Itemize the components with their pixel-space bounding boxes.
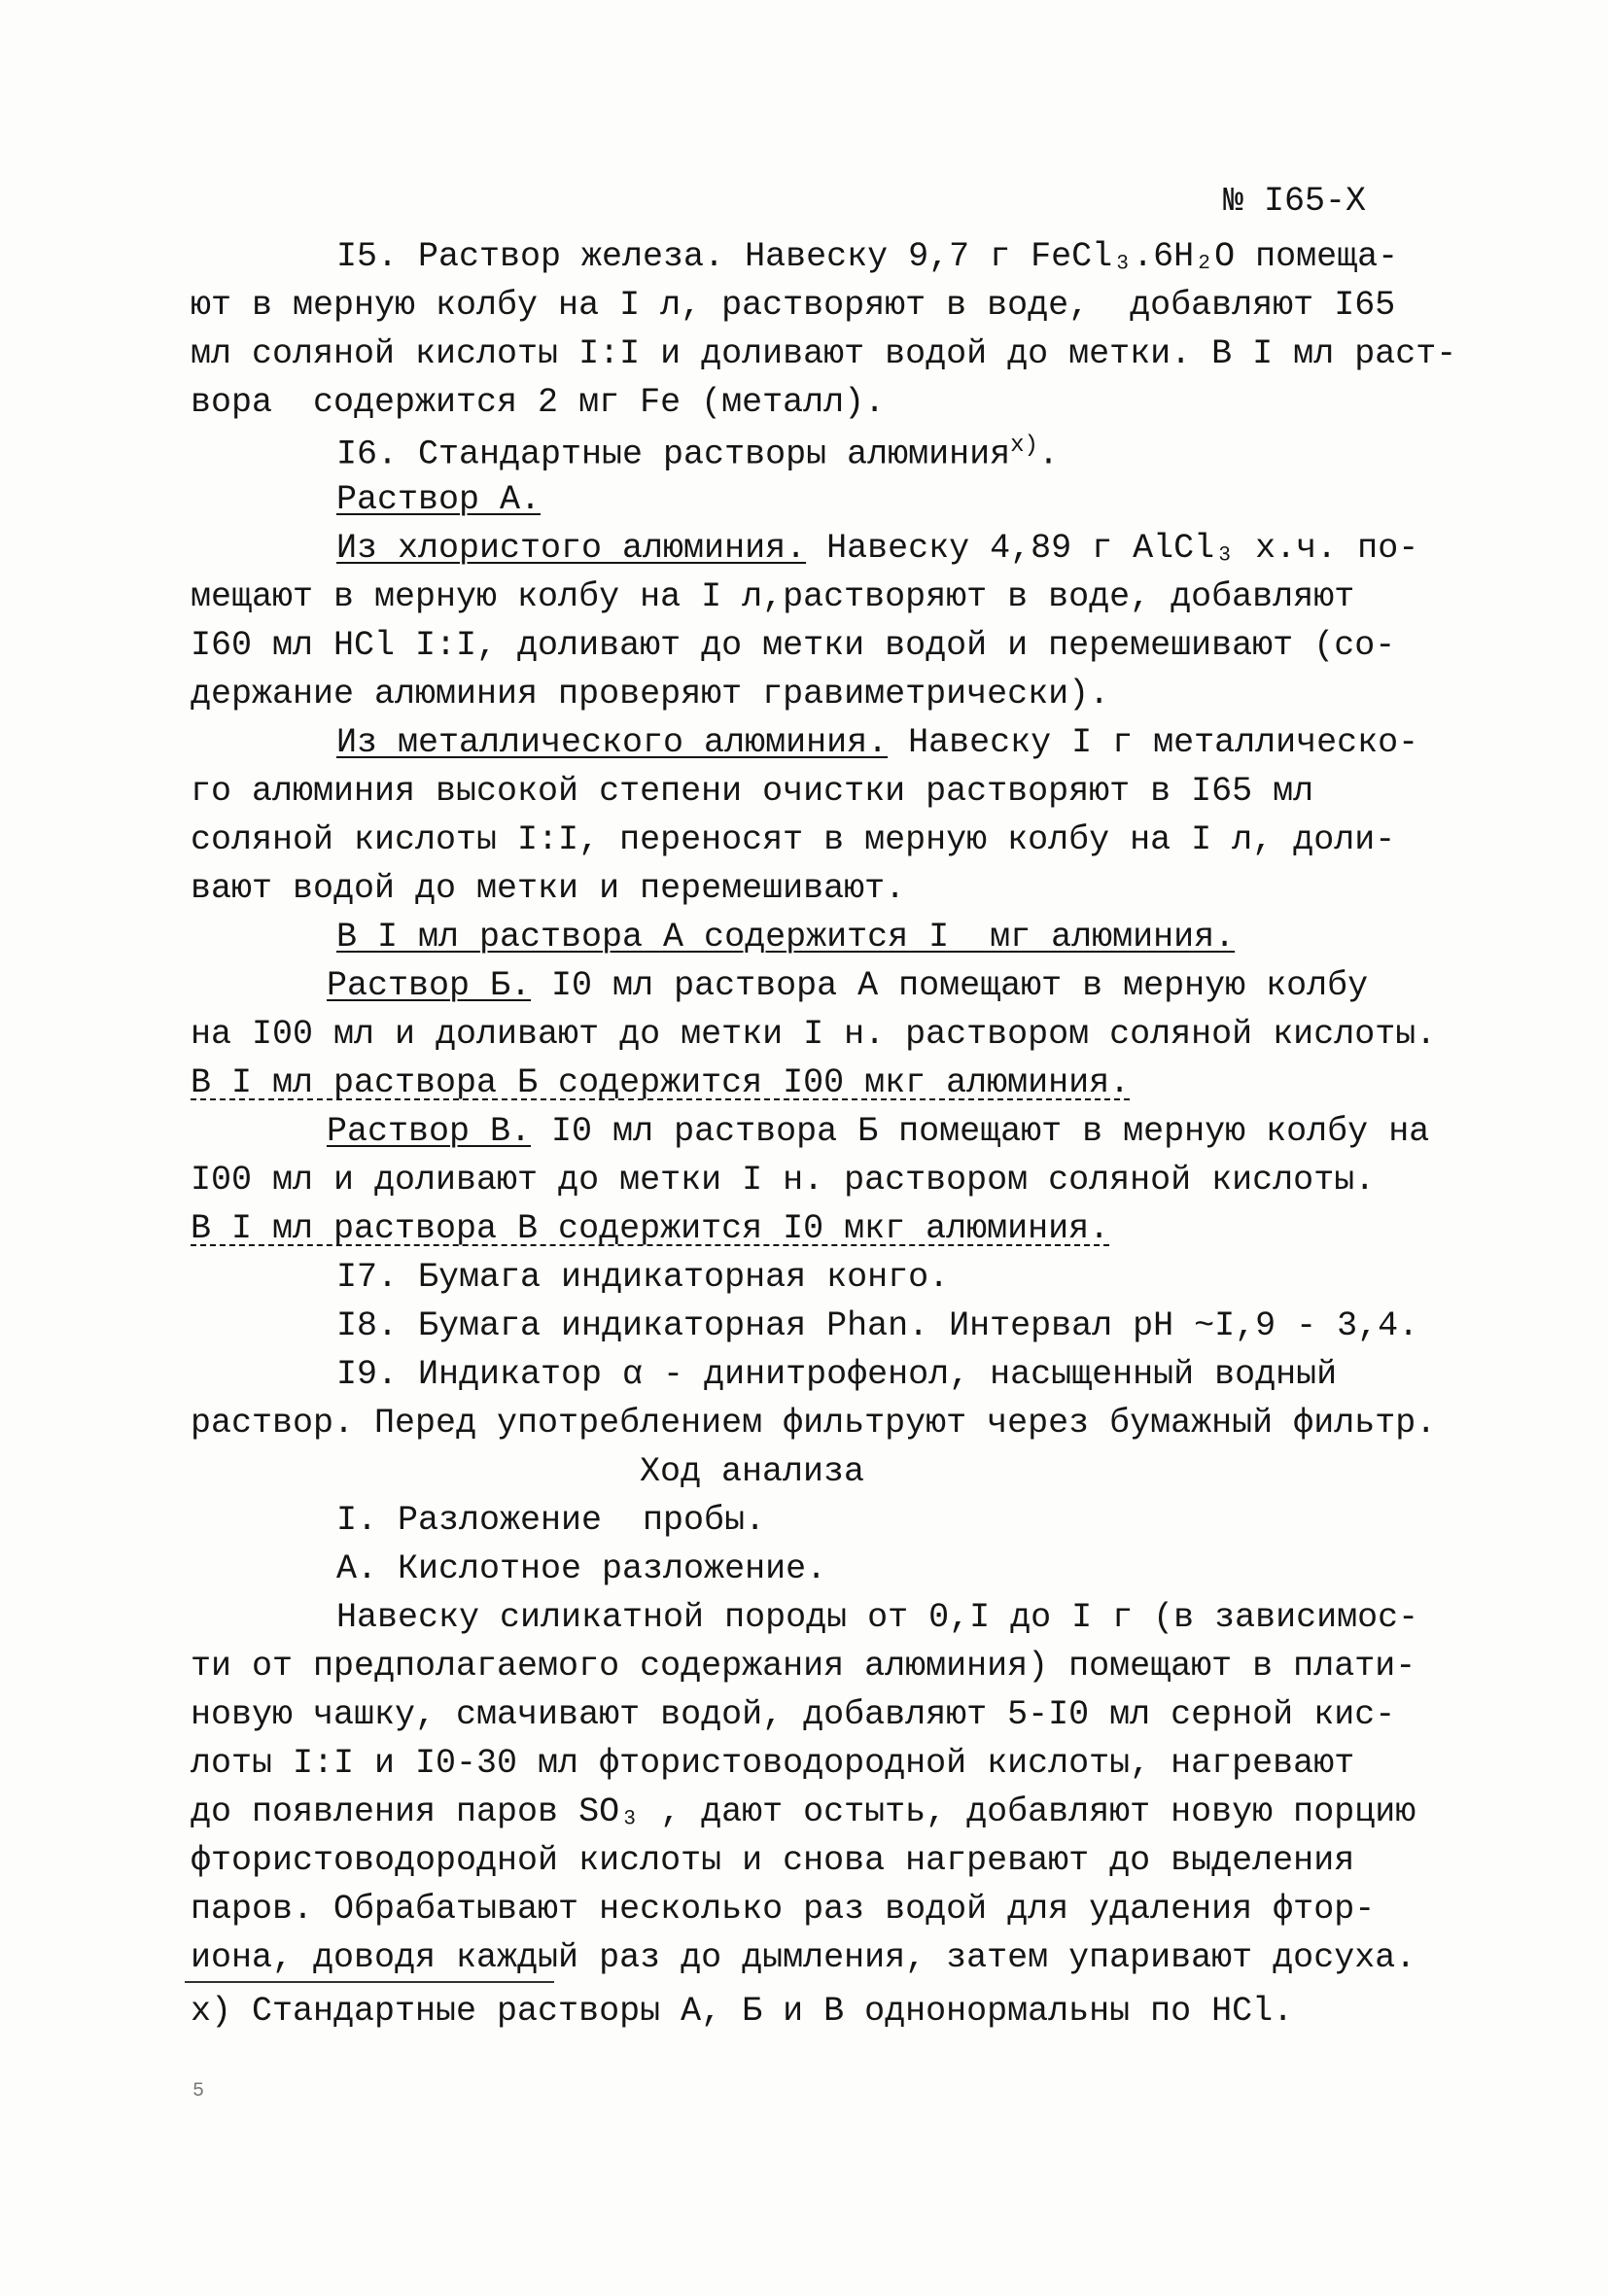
text-line: мл соляной кислоты I:I и доливают водой до метки. В I мл раст-: [191, 334, 1457, 373]
text-run: Навеску I г металлическо-: [888, 723, 1419, 762]
text-line: до появления паров SO₃ , дают остыть, добавляют новую порцию: [191, 1792, 1416, 1831]
text-line: I00 мл и доливают до метки I н. раствором соляной кислоты.: [191, 1161, 1376, 1200]
text-line: лоты I:I и I0-30 мл фтористоводородной кислоты, нагревают: [191, 1744, 1355, 1783]
text-line: го алюминия высокой степени очистки растворяют в I65 мл: [191, 772, 1314, 811]
heading-period: .: [1037, 435, 1059, 474]
text-line: мещают в мерную колбу на I л,растворяют в воде, добавляют: [191, 577, 1355, 616]
heading-text: I6. Стандартные растворы алюминия: [336, 435, 1011, 474]
concentration-line-a: В I мл раствора А содержится I мг алюминия.: [336, 918, 1236, 957]
text-run: I0 мл раствора Б помещают в мерную колбу на: [531, 1112, 1430, 1151]
text-line: фтористоводородной кислоты и снова нагревают до выделения: [191, 1841, 1355, 1880]
text-line: I. Разложение пробы.: [336, 1501, 766, 1540]
text-line: ют в мерную колбу на I л, растворяют в воде, добавляют I65: [191, 286, 1396, 325]
text-line: иона, доводя каждый раз до дымления, затем упаривают досуха.: [191, 1938, 1416, 1977]
text-run: Навеску 4,89 г AlCl₃ х.ч. по-: [806, 529, 1419, 568]
concentration-line-c: В I мл раствора В содержится I0 мкг алюминия.: [191, 1209, 1110, 1248]
text-line: I8. Бумага индикаторная Phan. Интервал pH ~I,9 - 3,4.: [336, 1306, 1419, 1345]
text-line: вают водой до метки и перемешивают.: [191, 869, 906, 908]
page-mark: 5: [192, 2080, 205, 2103]
text-line: соляной кислоты I:I, переносят в мерную колбу на I л, доли-: [191, 820, 1396, 859]
text-line: [336, 529, 1419, 568]
text-line: [327, 1112, 1430, 1151]
text-line: I60 мл HCl I:I, доливают до метки водой и перемешивают (со-: [191, 626, 1396, 665]
underlined-phrase: Раствор В.: [327, 1112, 532, 1151]
text-line: на I00 мл и доливают до метки I н. раствором соляной кислоты.: [191, 1015, 1437, 1054]
text-line: вора содержится 2 мг Fe (металл).: [191, 383, 886, 422]
footnote: x) Стандартные растворы А, Б и В однонормальны по HCl.: [191, 1992, 1294, 2031]
text-line: держание алюминия проверяют гравиметрически).: [191, 675, 1110, 713]
text-line: [327, 966, 1369, 1005]
text-line: ти от предполагаемого содержания алюминия) помещают в плати-: [191, 1647, 1416, 1686]
text-line: новую чашку, смачивают водой, добавляют 5-I0 мл серной кис-: [191, 1695, 1396, 1734]
section-heading: [336, 435, 1059, 472]
concentration-line-b: В I мл раствора Б содержится I00 мкг алюминия.: [191, 1063, 1131, 1102]
footnote-marker: x): [1010, 433, 1038, 459]
text-line: Навеску силикатной породы от 0,I до I г (в зависимос-: [336, 1598, 1419, 1637]
underlined-phrase: Раствор Б.: [327, 966, 532, 1005]
document-number: № I65-X: [1223, 182, 1367, 221]
subheading-solution-a: Раствор А.: [336, 480, 542, 519]
text-line: паров. Обрабатывают несколько раз водой для удаления фтор-: [191, 1890, 1376, 1929]
underlined-phrase: Из металлического алюминия.: [336, 723, 889, 762]
text-line: I5. Раствор железа. Навеску 9,7 г FeCl₃.6H₂O помеща-: [336, 237, 1399, 276]
footnote-separator: [185, 1981, 554, 1983]
text-run: I0 мл раствора А помещают в мерную колбу: [531, 966, 1369, 1005]
text-line: раствор. Перед употреблением фильтруют через бумажный фильтр.: [191, 1404, 1437, 1443]
text-line: А. Кислотное разложение.: [336, 1549, 827, 1588]
underlined-phrase: Из хлористого алюминия.: [336, 529, 807, 568]
text-line: [336, 723, 1419, 762]
text-line: I9. Индикатор α - динитрофенол, насыщенный водный: [336, 1355, 1338, 1394]
text-line: I7. Бумага индикаторная конго.: [336, 1258, 950, 1297]
section-title-analysis: Ход анализа: [640, 1452, 865, 1491]
